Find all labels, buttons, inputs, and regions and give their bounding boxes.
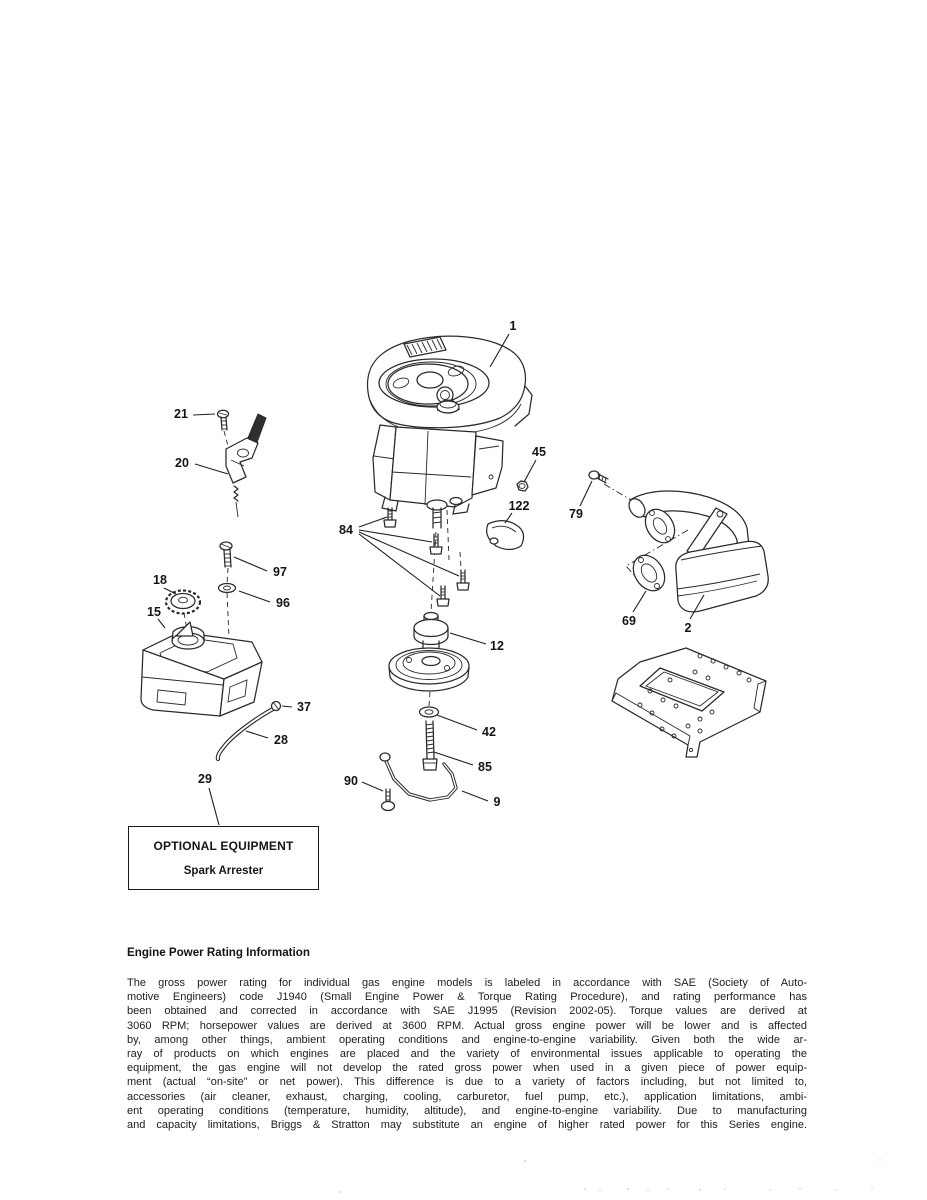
muffler-illustration — [626, 491, 768, 612]
leader-line-97 — [234, 557, 267, 571]
section-paragraph — [127, 976, 807, 1132]
part-label-18: 18 — [153, 573, 167, 587]
paragraph-line-1: The gross power rating for individual gas engine models is labeled in accordance with SAE (Society of Auto- — [127, 977, 807, 989]
fuel-cap-illustration — [166, 591, 200, 614]
paragraph-line-9: accessories (air cleaner, exhaust, charging, cooling, carburetor, fuel pump, etc.), application limitations, ambi- — [127, 1090, 807, 1103]
leader-line-90 — [362, 782, 383, 791]
exhaust-gasket-illustration — [627, 549, 671, 596]
part-label-45: 45 — [532, 445, 546, 459]
part-label-2: 2 — [684, 621, 692, 635]
mounting-plate-illustration — [612, 648, 766, 757]
part-label-96: 96 — [276, 596, 290, 610]
paragraph-line-10: ent operating conditions (temperature, humidity, altitude), and engine-to-engine variability. Due to manufacturing — [127, 1104, 807, 1117]
part-label-97: 97 — [273, 565, 287, 579]
leader-line-84 — [359, 534, 440, 596]
part-label-69: 69 — [622, 614, 636, 628]
leader-line-15 — [158, 619, 165, 628]
pulley-illustration — [389, 613, 469, 692]
leader-line-12 — [450, 633, 486, 644]
part-label-84: 84 — [339, 523, 353, 537]
leader-line-69 — [633, 591, 646, 612]
scan-noise — [339, 1159, 881, 1193]
nut-45 — [517, 481, 528, 491]
leader-line-84 — [359, 517, 387, 527]
leader-line-37 — [282, 706, 292, 707]
part-label-1: 1 — [509, 319, 517, 333]
paragraph-line-6: ray of products on which engines are placed and the variety of environmental issues applicable to operating the — [127, 1048, 807, 1061]
leader-line-21 — [193, 414, 215, 415]
screw-97-washer-96 — [219, 542, 236, 593]
part-label-42: 42 — [482, 725, 496, 739]
leader-line-29 — [209, 788, 219, 825]
leader-line-42 — [437, 715, 477, 730]
engine-power-rating-section — [127, 946, 807, 1132]
paragraph-line-5: by, among other things, ambient operating conditions and engine-to-engine variability. Given both the wide ar- — [127, 1033, 807, 1046]
part-label-79: 79 — [569, 507, 583, 521]
paragraph-line-2: motive Engineers) code J1940 (Small Engine Power & Torque Rating Procedure), and rating performance has — [127, 991, 807, 1004]
fuel-tank-illustration — [141, 622, 262, 716]
paragraph-line-3: been obtained and corrected in accordance with SAE J1995 (Revision 2002-05). Torque values are derived at — [127, 1005, 807, 1018]
paragraph-line-11: and capacity limitations, Briggs & Stratton may substitute an engine of higher rated power for this Series engine. — [127, 1119, 807, 1132]
bolt-85 — [423, 721, 437, 770]
part-label-15: 15 — [147, 605, 161, 619]
paragraph-line-4: 3060 RPM; horsepower values are derived at 3600 RPM. Actual gross engine power will be lower and is affected — [127, 1019, 807, 1032]
leader-line-79 — [580, 481, 592, 506]
paragraph-line-7: equipment, the gas engine will not develop the rated gross power when used in a given piece of power equip- — [127, 1062, 807, 1075]
section-heading: Engine Power Rating Information — [127, 946, 310, 959]
part-label-85: 85 — [478, 760, 492, 774]
leader-line-45 — [524, 460, 536, 482]
engine-illustration — [367, 336, 532, 528]
leader-line-85 — [434, 752, 473, 765]
washer-42 — [420, 707, 439, 717]
part-label-29: 29 — [198, 772, 212, 786]
optional-equipment-title: OPTIONAL EQUIPMENT — [153, 839, 294, 853]
leader-line-9 — [462, 791, 488, 801]
leader-line-96 — [239, 591, 270, 602]
support-rod-illustration — [380, 753, 456, 800]
part-label-21: 21 — [174, 407, 188, 421]
part-label-37: 37 — [297, 700, 311, 714]
leader-line-84 — [359, 530, 432, 542]
part-label-28: 28 — [274, 733, 288, 747]
part-label-12: 12 — [490, 639, 504, 653]
leader-line-28 — [246, 731, 268, 738]
bolt-90 — [382, 789, 395, 811]
belt-guide-illustration — [487, 521, 524, 550]
throttle-control-illustration — [218, 410, 267, 517]
part-label-9: 9 — [493, 795, 501, 809]
paragraph-line-8: ment (actual “on-site” or net power). This difference is due to a variety of factors including, but not limited to, — [127, 1076, 807, 1089]
mounting-bolts-84 — [384, 508, 469, 606]
optional-equipment-box — [128, 826, 319, 890]
part-label-122: 122 — [508, 499, 530, 513]
part-label-90: 90 — [344, 774, 358, 788]
part-label-20: 20 — [175, 456, 189, 470]
leader-line-20 — [195, 464, 228, 474]
spark-arrester-label: Spark Arrester — [183, 865, 264, 877]
